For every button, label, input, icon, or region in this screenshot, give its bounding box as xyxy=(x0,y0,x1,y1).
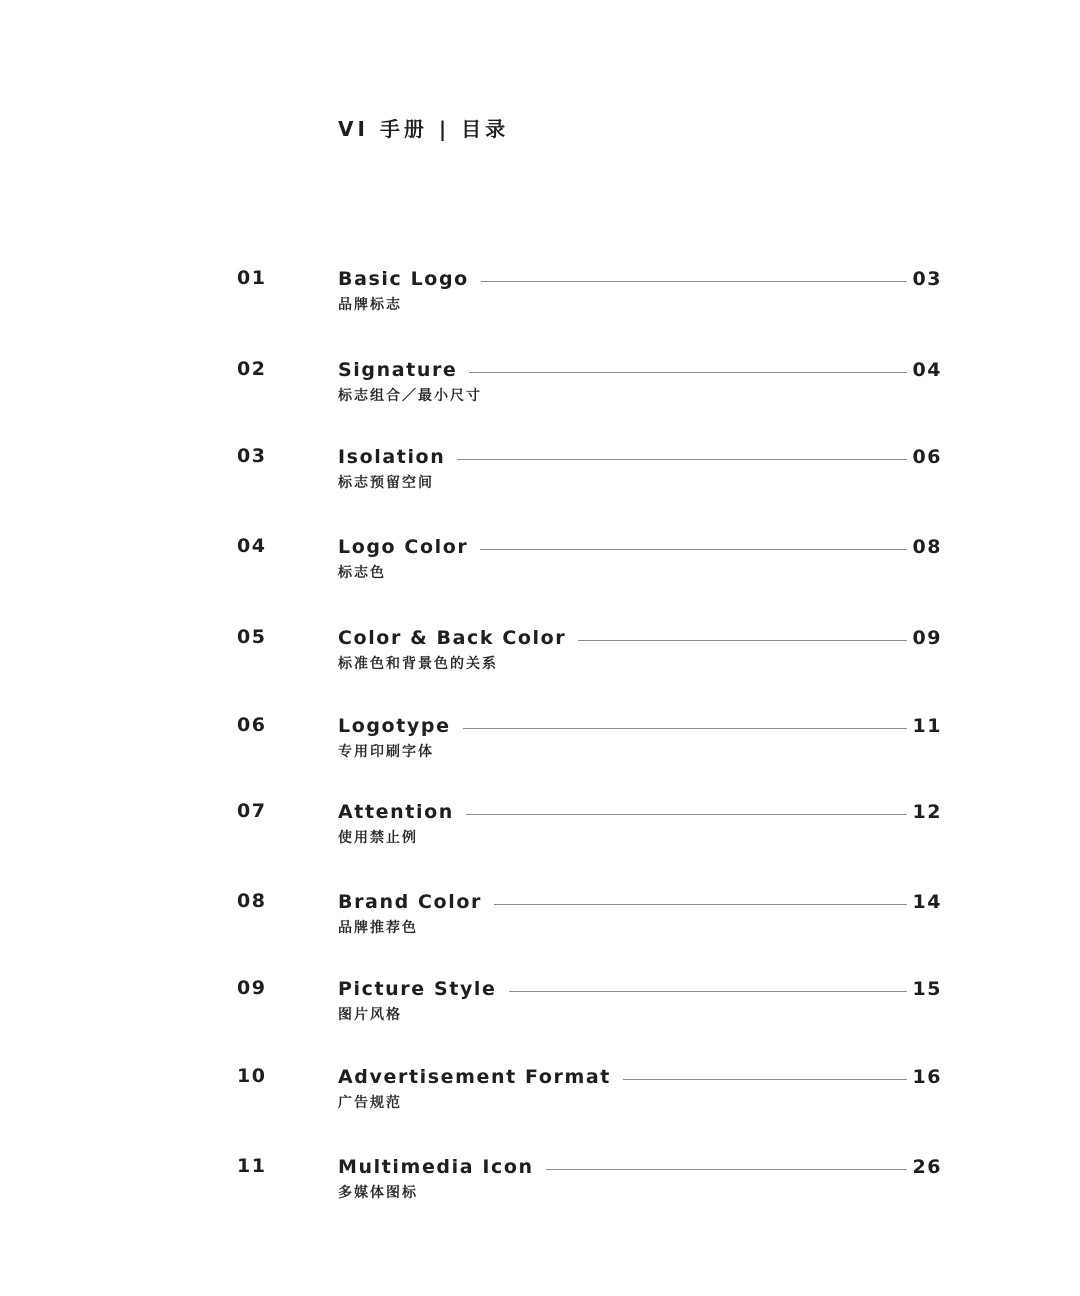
toc-entry-number: 09 xyxy=(237,977,267,999)
toc-entry-line xyxy=(338,358,942,382)
toc-entry-number: 06 xyxy=(237,714,267,736)
toc-entry-signature[interactable] xyxy=(0,358,1080,418)
toc-entry-page: 16 xyxy=(912,1066,942,1088)
toc-entry-line xyxy=(338,445,942,469)
toc-entry-page: 03 xyxy=(912,268,942,290)
toc-entry-multimedia-icon[interactable] xyxy=(0,1155,1080,1215)
toc-entry-line xyxy=(338,977,942,1001)
toc-entry-line xyxy=(338,1155,942,1179)
toc-entry-page: 08 xyxy=(912,536,942,558)
toc-entry-number: 08 xyxy=(237,890,267,912)
toc-entry-line xyxy=(338,800,942,824)
toc-entry-number: 01 xyxy=(237,267,267,289)
toc-entry-title: Multimedia Icon xyxy=(338,1156,534,1178)
toc-entry-number: 03 xyxy=(237,445,267,467)
toc-entry-number: 02 xyxy=(237,358,267,380)
toc-entry-subtitle: 图片风格 xyxy=(338,1007,402,1023)
toc-leader-line xyxy=(546,1169,907,1170)
toc-entry-attention[interactable] xyxy=(0,800,1080,860)
toc-entry-subtitle: 使用禁止例 xyxy=(338,830,418,846)
toc-leader-line xyxy=(480,549,906,550)
toc-leader-line xyxy=(494,904,907,905)
toc-entry-title: Picture Style xyxy=(338,978,497,1000)
toc-leader-line xyxy=(457,459,906,460)
toc-entry-line xyxy=(338,267,942,291)
toc-entry-title: Color & Back Color xyxy=(338,627,567,649)
toc-entry-subtitle: 品牌标志 xyxy=(338,297,402,313)
toc-entry-subtitle: 广告规范 xyxy=(338,1095,402,1111)
toc-entry-subtitle: 标志预留空间 xyxy=(338,475,434,491)
toc-entry-brand-color[interactable] xyxy=(0,890,1080,950)
toc-entry-subtitle: 标准色和背景色的关系 xyxy=(338,656,498,672)
page-title: VI 手册 | 目录 xyxy=(338,117,510,141)
toc-entry-number: 11 xyxy=(237,1155,267,1177)
toc-entry-title: Logo Color xyxy=(338,536,469,558)
toc-entry-subtitle: 多媒体图标 xyxy=(338,1185,418,1201)
toc-entry-line xyxy=(338,1065,942,1089)
toc-entry-subtitle: 专用印刷字体 xyxy=(338,744,434,760)
toc-entry-subtitle: 标志组合／最小尺寸 xyxy=(338,388,482,404)
toc-entry-title: Logotype xyxy=(338,715,451,737)
toc-entry-basic-logo[interactable] xyxy=(0,267,1080,327)
toc-entry-page: 06 xyxy=(912,446,942,468)
toc-leader-line xyxy=(463,728,907,729)
toc-entry-page: 15 xyxy=(912,978,942,1000)
toc-entry-title: Isolation xyxy=(338,446,446,468)
toc-entry-page: 09 xyxy=(912,627,942,649)
toc-entry-line xyxy=(338,890,942,914)
toc-entry-isolation[interactable] xyxy=(0,445,1080,505)
toc-entry-color-back-color[interactable] xyxy=(0,626,1080,686)
toc-entry-line xyxy=(338,535,942,559)
toc-entry-title: Basic Logo xyxy=(338,268,469,290)
toc-entry-title: Advertisement Format xyxy=(338,1066,611,1088)
toc-leader-line xyxy=(509,991,907,992)
toc-entry-subtitle: 品牌推荐色 xyxy=(338,920,418,936)
toc-entry-number: 10 xyxy=(237,1065,267,1087)
toc-entry-number: 05 xyxy=(237,626,267,648)
toc-entry-subtitle: 标志色 xyxy=(338,565,386,581)
toc-entry-page: 04 xyxy=(912,359,942,381)
toc-entry-title: Signature xyxy=(338,359,458,381)
toc-leader-line xyxy=(481,281,907,282)
toc-entry-page: 26 xyxy=(912,1156,942,1178)
toc-entry-advertisement-format[interactable] xyxy=(0,1065,1080,1125)
toc-entry-logo-color[interactable] xyxy=(0,535,1080,595)
toc-leader-line xyxy=(623,1079,907,1080)
toc-leader-line xyxy=(469,372,906,373)
toc-entry-page: 14 xyxy=(912,891,942,913)
toc-entry-number: 07 xyxy=(237,800,267,822)
toc-entry-page: 11 xyxy=(912,715,942,737)
toc-entry-page: 12 xyxy=(912,801,942,823)
toc-entry-picture-style[interactable] xyxy=(0,977,1080,1037)
toc-entry-number: 04 xyxy=(237,535,267,557)
toc-entry-line xyxy=(338,626,942,650)
toc-entry-logotype[interactable] xyxy=(0,714,1080,774)
toc-entry-line xyxy=(338,714,942,738)
toc-leader-line xyxy=(466,814,907,815)
toc-entry-title: Brand Color xyxy=(338,891,482,913)
toc-entry-title: Attention xyxy=(338,801,454,823)
toc-leader-line xyxy=(578,640,906,641)
